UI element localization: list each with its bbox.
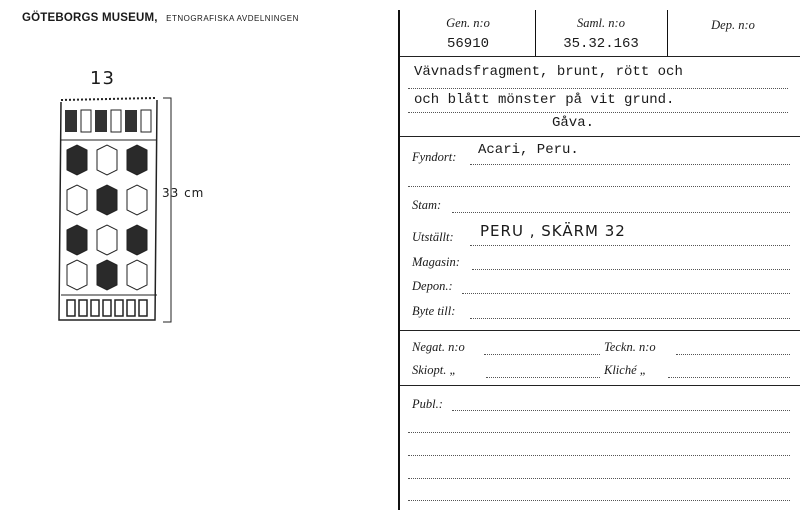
publ-rule-5 <box>408 500 790 501</box>
department-name: ETNOGRAFISKA AVDELNINGEN <box>166 14 299 23</box>
description-rule-1 <box>408 88 788 89</box>
fyndort-label: Fyndort: <box>412 150 457 164</box>
depon-label: Depon.: <box>412 279 453 293</box>
sketch-number: 13 <box>90 68 115 89</box>
header-rule <box>400 56 800 57</box>
description-line-1: Vävnadsfragment, brunt, rött och <box>414 64 683 80</box>
fyndort-rule-2 <box>408 186 790 187</box>
description-line-2: och blått mönster på vit grund. <box>414 92 675 108</box>
sketch-measurement: 33 cm <box>162 186 205 200</box>
museum-header <box>22 8 299 26</box>
teckn-label: Teckn. n:o <box>604 340 656 354</box>
column-divider-1 <box>535 10 536 56</box>
magasin-rule <box>472 269 790 270</box>
publ-rule-1 <box>452 410 790 411</box>
byte-till-label: Byte till: <box>412 304 456 318</box>
mid-rule <box>400 330 800 331</box>
publ-rule-2 <box>408 432 790 433</box>
skiopt-rule <box>486 377 600 378</box>
description-rule-2 <box>408 112 788 113</box>
fyndort-value: Acari, Peru. <box>478 142 579 158</box>
stam-label: Stam: <box>412 198 442 212</box>
dep-no-label: Dep. n:o <box>711 18 755 32</box>
negat-rule <box>484 354 600 355</box>
fyndort-rule <box>470 164 790 165</box>
textile-sketch <box>55 90 185 330</box>
magasin-label: Magasin: <box>412 255 460 269</box>
gen-no-value: 56910 <box>446 36 489 52</box>
saml-no-label: Saml. n:o <box>577 16 625 30</box>
gen-no-label: Gen. n:o <box>446 16 490 30</box>
negat-label: Negat. n:o <box>412 340 465 354</box>
utstallt-label: Utställt: <box>412 230 454 244</box>
museum-name: GÖTEBORGS MUSEUM, <box>22 12 158 24</box>
saml-no-value: 35.32.163 <box>563 36 639 52</box>
depon-rule <box>462 293 790 294</box>
stam-rule <box>452 212 790 213</box>
teckn-rule <box>676 354 790 355</box>
publ-rule-4 <box>408 478 790 479</box>
utstallt-rule <box>470 245 790 246</box>
byte-till-rule <box>470 318 790 319</box>
publ-rule-3 <box>408 455 790 456</box>
card-left-border <box>398 10 400 510</box>
lower-rule <box>400 385 800 386</box>
utstallt-value: PERU , SKÄRM 32 <box>480 222 626 240</box>
column-divider-2 <box>667 10 668 56</box>
description-rule-3 <box>400 136 800 137</box>
kliche-label: Kliché „ <box>604 363 647 377</box>
skiopt-label: Skiopt. „ <box>412 363 457 377</box>
publ-label: Publ.: <box>412 397 443 411</box>
kliche-rule <box>668 377 790 378</box>
description-line-3: Gåva. <box>552 115 595 131</box>
